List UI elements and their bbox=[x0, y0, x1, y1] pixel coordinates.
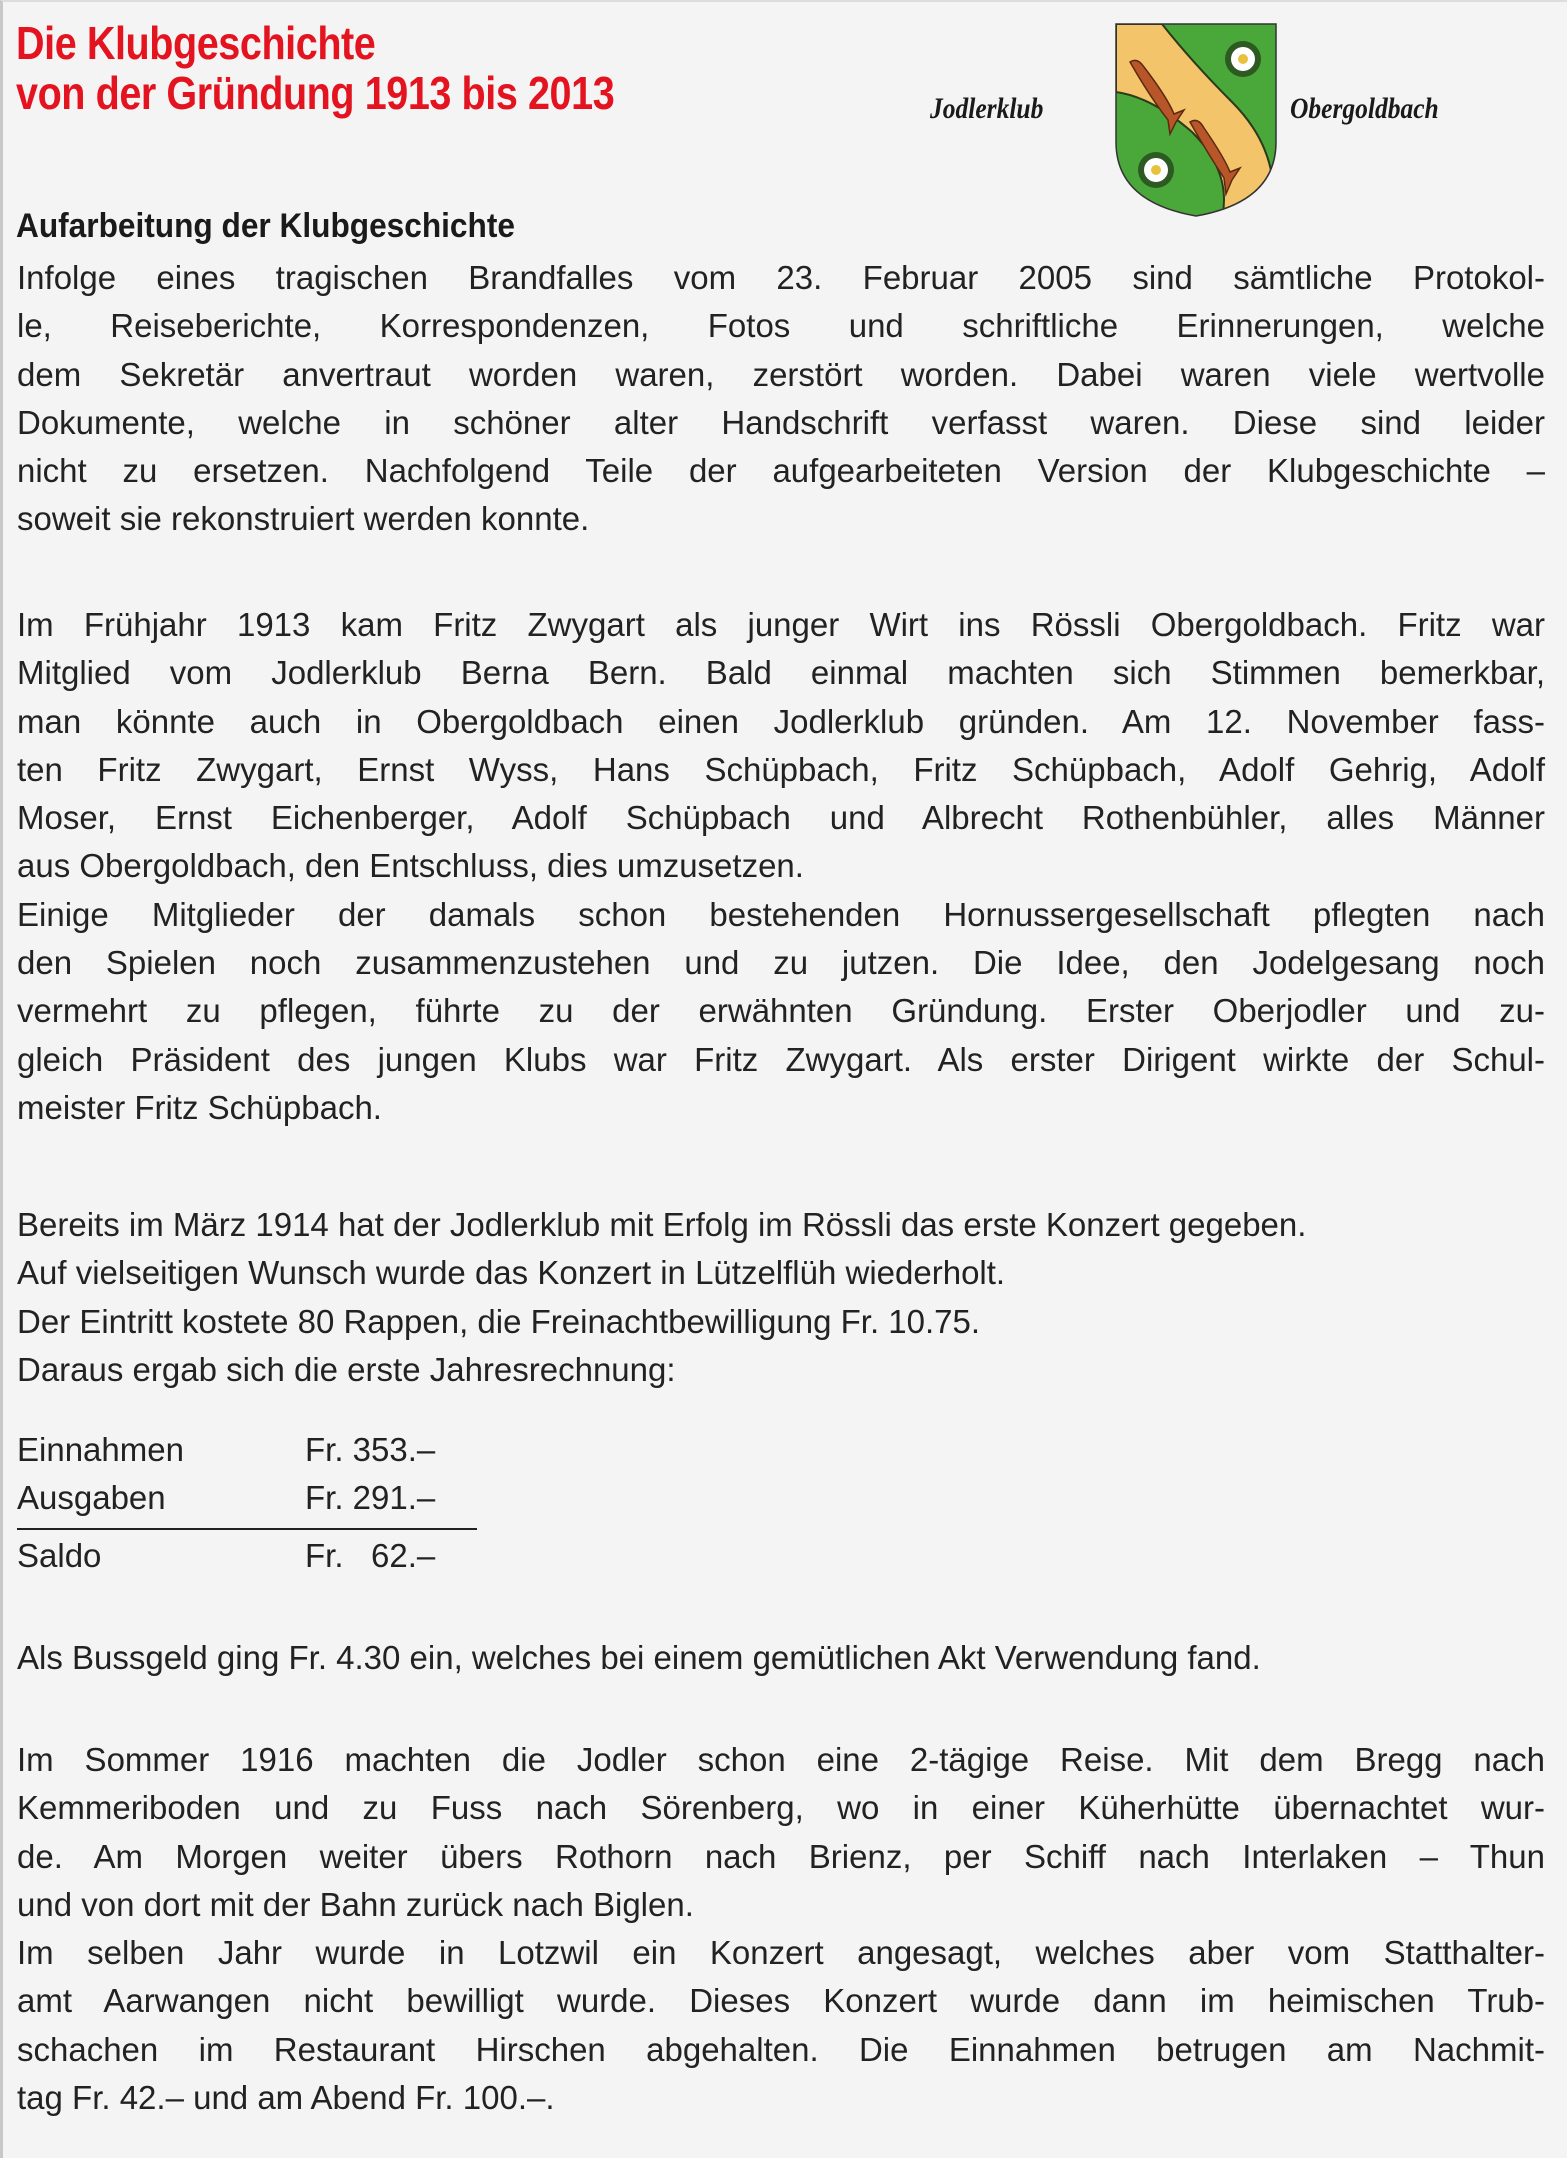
text-line: meister Fritz Schüpbach. bbox=[17, 1088, 382, 1126]
text-line: man könnte auch in Obergoldbach einen Jodlerklub gründen. Am 12. November fass- bbox=[17, 702, 1545, 740]
paragraph-first-concert bbox=[17, 1201, 1545, 1394]
club-name-left: Jodlerklub bbox=[930, 92, 1044, 125]
text-line: Bereits im März 1914 hat der Jodlerklub mit Erfolg im Rössli das erste Konzert gegeben. bbox=[17, 1206, 1307, 1243]
text-line: Im selben Jahr wurde in Lotzwil ein Konzert angesagt, welches aber vom Statthalter- bbox=[17, 1934, 1545, 1972]
paragraph-founding bbox=[17, 601, 1545, 1132]
finance-label: Ausgaben bbox=[17, 1479, 166, 1516]
text-line: soweit sie rekonstruiert werden konnte. bbox=[17, 500, 590, 538]
finance-label: Saldo bbox=[17, 1537, 102, 1574]
text-line: Moser, Ernst Eichenberger, Adolf Schüpbach und Albrecht Rothenbühler, alles Männer bbox=[17, 799, 1545, 837]
text-line: schachen im Restaurant Hirschen abgehalten. Die Einnahmen betrugen am Nachmit- bbox=[17, 2030, 1545, 2068]
text-line: le, Reiseberichte, Korrespondenzen, Fotos und schriftliche Erinnerungen, welche bbox=[17, 307, 1545, 345]
text-line: gleich Präsident des jungen Klubs war Fritz Zwygart. Als erster Dirigent wirkte der Schul- bbox=[17, 1040, 1545, 1078]
text-line: Der Eintritt kostete 80 Rappen, die Freinachtbewilligung Fr. 10.75. bbox=[17, 1302, 981, 1340]
finance-value: Fr. 291.– bbox=[305, 1479, 436, 1516]
finance-value: Fr. 62.– bbox=[305, 1537, 436, 1574]
finance-total-row bbox=[17, 1532, 477, 1580]
text-line: Dokumente, welche in schöner alter Handschrift verfasst waren. Diese sind leider bbox=[17, 403, 1545, 441]
finance-label: Einnahmen bbox=[17, 1431, 184, 1468]
section-heading: Aufarbeitung der Klubgeschichte bbox=[16, 207, 515, 245]
text-line: und von dort mit der Bahn zurück nach Biglen. bbox=[17, 1885, 694, 1923]
text-line: Infolge eines tragischen Brandfalles vom 23. Februar 2005 sind sämtliche Protokol- bbox=[17, 259, 1545, 296]
text-line: Mitglied vom Jodlerklub Berna Bern. Bald einmal machten sich Stimmen bemerkbar, bbox=[17, 654, 1545, 692]
document-title bbox=[16, 18, 614, 118]
text-line: Als Bussgeld ging Fr. 4.30 ein, welches bei einem gemütlichen Akt Verwendung fand. bbox=[17, 1639, 1261, 1676]
text-line: amt Aarwangen nicht bewilligt wurde. Dieses Konzert wurde dann im heimischen Trub- bbox=[17, 1982, 1545, 2020]
club-name-right: Obergoldbach bbox=[1290, 92, 1439, 125]
text-line: tag Fr. 42.– und am Abend Fr. 100.–. bbox=[17, 2079, 555, 2117]
text-line: Im Frühjahr 1913 kam Fritz Zwygart als junger Wirt ins Rössli Obergoldbach. Fritz war bbox=[17, 606, 1545, 643]
finance-row bbox=[17, 1426, 477, 1474]
finance-table bbox=[17, 1426, 477, 1580]
title-line-1: Die Klubgeschichte bbox=[16, 17, 376, 69]
text-line: den Spielen noch zusammenzustehen und zu jutzen. Die Idee, den Jodelgesang noch bbox=[17, 944, 1545, 982]
paragraph-intro bbox=[17, 254, 1545, 544]
finance-row bbox=[17, 1474, 477, 1522]
finance-value: Fr. 353.– bbox=[305, 1431, 436, 1468]
paragraph-fine bbox=[17, 1634, 1545, 1682]
text-line: dem Sekretär anvertraut worden waren, zerstört worden. Dabei waren viele wertvolle bbox=[17, 355, 1545, 393]
text-line: ten Fritz Zwygart, Ernst Wyss, Hans Schüpbach, Fritz Schüpbach, Adolf Gehrig, Adolf bbox=[17, 750, 1545, 788]
text-line: nicht zu ersetzen. Nachfolgend Teile der aufgearbeiteten Version der Klubgeschichte – bbox=[17, 452, 1545, 490]
text-line: Kemmeriboden und zu Fuss nach Sörenberg, wo in einer Küherhütte übernachtet wur- bbox=[17, 1789, 1545, 1827]
coat-of-arms-icon bbox=[1112, 22, 1280, 218]
text-line: Einige Mitglieder der damals schon bestehenden Hornussergesellschaft pflegten nach bbox=[17, 895, 1545, 933]
text-line: Im Sommer 1916 machten die Jodler schon eine 2-tägige Reise. Mit dem Bregg nach bbox=[17, 1741, 1545, 1778]
sum-divider bbox=[17, 1528, 477, 1530]
text-line: de. Am Morgen weiter übers Rothorn nach Brienz, per Schiff nach Interlaken – Thun bbox=[17, 1837, 1545, 1875]
text-line: Auf vielseitigen Wunsch wurde das Konzert in Lützelflüh wiederholt. bbox=[17, 1254, 1006, 1292]
paragraph-1916 bbox=[17, 1736, 1545, 2122]
title-line-2: von der Gründung 1913 bis 2013 bbox=[16, 67, 615, 119]
text-line: Daraus ergab sich die erste Jahresrechnung: bbox=[17, 1350, 676, 1388]
text-line: vermehrt zu pflegen, führte zu der erwähnten Gründung. Erster Oberjodler und zu- bbox=[17, 992, 1545, 1030]
text-line: aus Obergoldbach, den Entschluss, dies umzusetzen. bbox=[17, 847, 804, 885]
